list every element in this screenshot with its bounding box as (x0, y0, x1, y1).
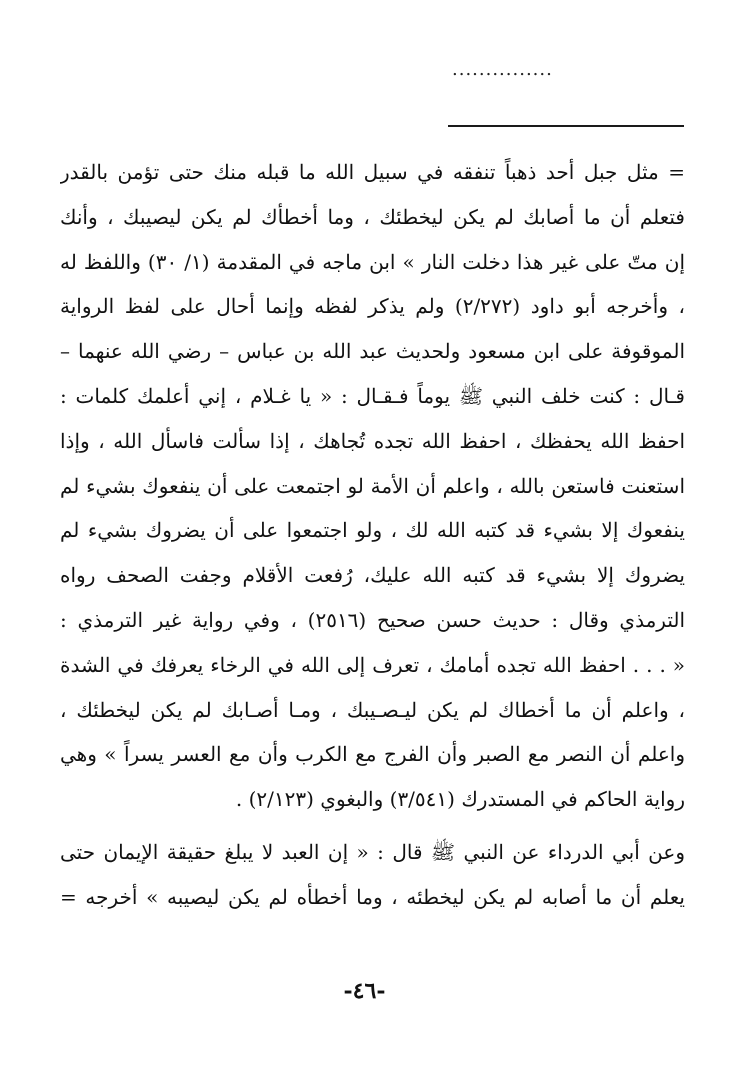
text-line: الترمذي وقال : حديث حسن صحيح (٢٥١٦) ، وفي رواية غير الترمذي : (60, 607, 685, 632)
text-line: الموقوفة على ابن مسعود ولحديث عبد الله بن عباس – رضي الله عنهما – (60, 339, 685, 364)
header-rule (448, 125, 684, 127)
text-line: يعلم أن ما أصابه لم يكن ليخطئه ، وما أخطأه لم يكن ليصيبه » أخرجه = (60, 884, 685, 909)
text-line: ينفعوك إلا بشيء قد كتبه الله لك ، ولو اجتمعوا على أن يضروك بشيء لم (60, 518, 685, 543)
footnote-text-block (60, 150, 685, 920)
text-line: ، واعلم أن ما أخطاك لم يكن ليـصـيبك ، ومـا أصـابك لم يكن ليخطئك ، (60, 697, 685, 722)
text-line: ، وأخرجه أبو داود (٢/٢٧٢) ولم يذكر لفظه وإنما أحال على لفظ الرواية (60, 294, 685, 319)
text-line: « . . . احفظ الله تجده أمامك ، تعرف إلى الله في الرخاء يعرفك في الشدة (60, 652, 685, 677)
text-line: إن متّ على غير هذا دخلت النار » ابن ماجه في المقدمة (١/ ٣٠) واللفظ له (60, 249, 685, 274)
header-dot-leader: ............... (452, 59, 553, 80)
text-line: قـال : كنت خلف النبي ﷺ يوماً فـقـال : « يا غـلام ، إني أعلمك كلمات : (60, 383, 685, 408)
text-line: يضروك إلا بشيء قد كتبه الله عليك، رُفعت الأقلام وجفت الصحف رواه (60, 563, 685, 588)
text-line: احفظ الله يحفظك ، احفظ الله تجده تُجاهك ، إذا سألت فاسأل الله ، وإذا (60, 428, 685, 453)
text-line: واعلم أن النصر مع الصبر وأن الفرج مع الكرب وأن مع العسر يسراً » وهي (60, 742, 685, 767)
text-line: رواية الحاكم في المستدرك (٣/٥٤١) والبغوي (٢/١٢٣) . (235, 787, 685, 812)
page-number: -٤٦- (343, 978, 386, 1004)
text-line: وعن أبي الدرداء عن النبي ﷺ قال : « إن العبد لا يبلغ حقيقة الإيمان حتى (60, 839, 685, 864)
text-line: = مثل جبل أحد ذهباً تنفقه في سبيل الله ما قبله منك حتى تؤمن بالقدر (60, 160, 685, 184)
text-line: فتعلم أن ما أصابك لم يكن ليخطئك ، وما أخطأك لم يكن ليصيبك ، وأنك (60, 204, 685, 229)
text-line: استعنت فاستعن بالله ، واعلم أن الأمة لو اجتمعت على أن ينفعوك بشيء لم (60, 473, 685, 498)
